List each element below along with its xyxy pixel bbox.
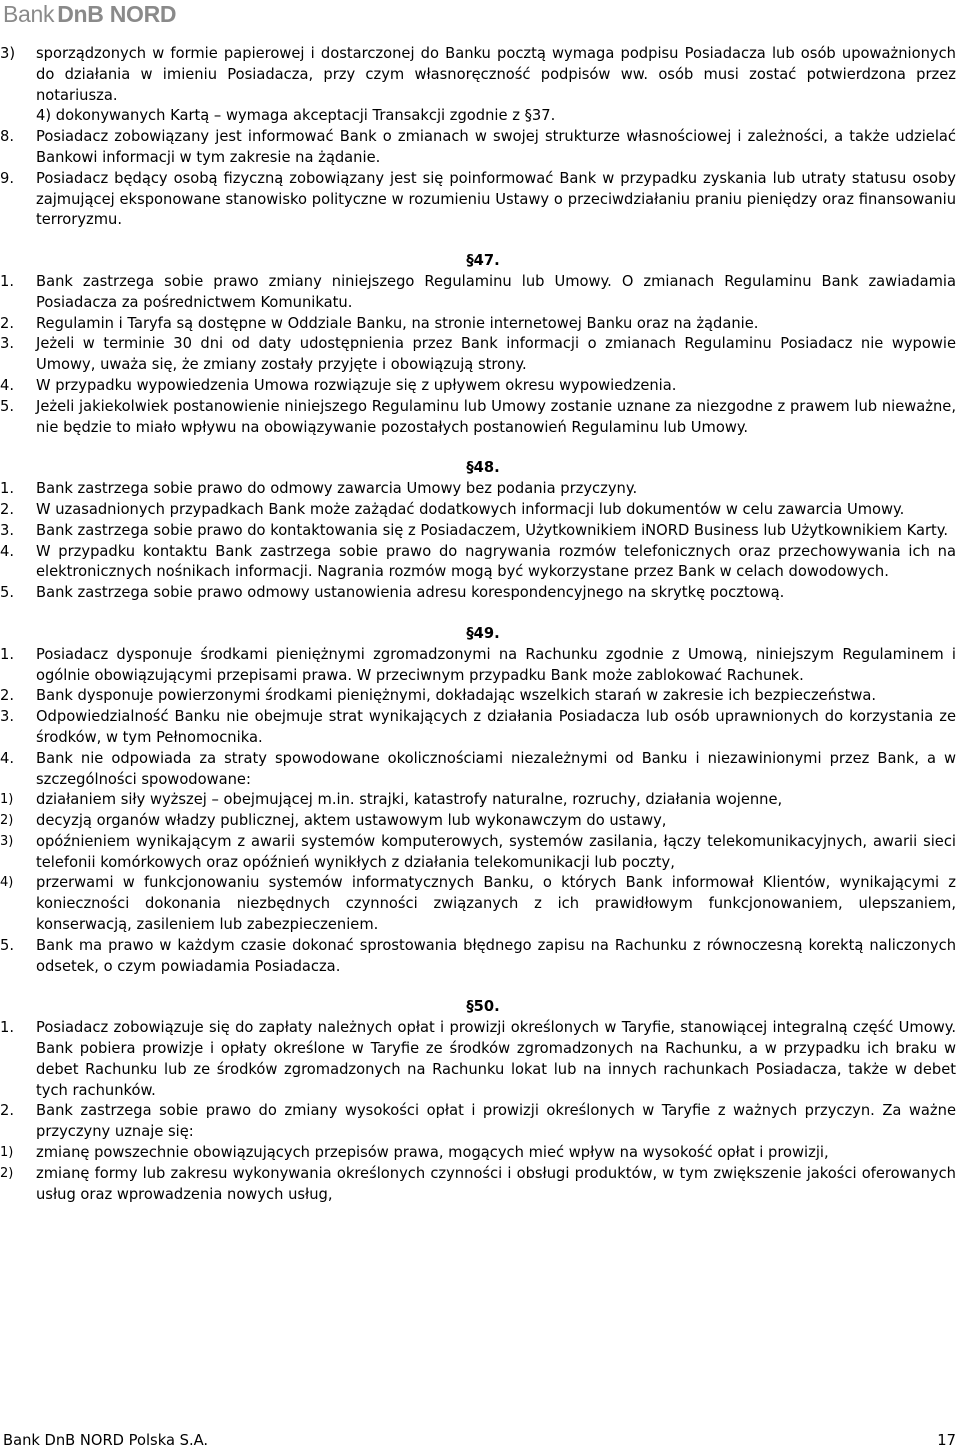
sub-list-item [0,873,956,935]
list-item [0,127,956,169]
list-item [0,936,956,978]
sub-item-number: 2) [0,813,14,829]
sub-item-number: 3) [0,833,14,849]
list-item [0,169,956,231]
sub-list-item [0,811,956,832]
item-text: Posiadacz zobowiązuje się do zapłaty należnych opłat i prowizji określonych w Taryfie, stanowiącej integralną część Umowy. Bank pobiera prowizje i opłaty określone w Taryfie ze środków zgromadzonych na Rachunku, a w przypadku ich braku w debet Rachunku lub ze środków zgromadzonych na Rachunku lokat lub na innych rachunkach Posiadacza, także w debet tych rachunków. [36,1019,956,1099]
item-number: 1. [0,480,15,498]
item-number: 3. [0,335,15,353]
sub-item-text: zmianę formy lub zakresu wykonywania określonych czynności i obsługi produktów, w tym zwiększenie jakości oferowanych usług oraz wprowadzenia nowych usług, [36,1164,956,1203]
item-text: Bank zastrzega sobie prawo zmiany niniejszego Regulaminu lub Umowy. O zmianach Regulaminu Bank zawiadamia Posiadacza za pośrednictwem Komunikatu. [36,272,956,311]
list-item [0,686,956,707]
list-item [0,707,956,749]
list-item [0,542,956,584]
section-heading: §50. [466,998,500,1016]
document-body [0,44,956,1205]
sub-list-item [0,1143,956,1164]
list-item [0,1101,956,1143]
list-item: 4) dokonywanych Kartą – wymaga akceptacji Transakcji zgodnie z §37. [36,107,556,125]
list-item [0,314,956,335]
item-text: Bank zastrzega sobie prawo do zmiany wysokości opłat i prowizji określonych w Taryfie z ważnych przyczyn. Za ważne przyczyny uznaje się: [36,1102,956,1141]
item-text: Odpowiedzialność Banku nie obejmuje strat wynikających z działania Posiadacza lub osób uprawnionych do korzystania ze środków, w tym Pełnomocnika. [36,708,956,746]
sub-list-item [0,790,956,811]
sub-item-text: zmianę powszechnie obowiązujących przepisów prawa, mogących mieć wpływ na wysokość opłat i prowizji, [36,1144,829,1162]
item-number: 8. [0,128,15,146]
sub-item-text: decyzją organów władzy publicznej, aktem ustawowym lub wykonawczym do ustawy, [36,812,667,830]
item-number: 2. [0,500,15,518]
sub-item-text: opóźnieniem wynikającym z awarii systemów komputerowych, systemów zasilania, łączy telekomunikacyjnych, awarii sieci telefonii komórkowych oraz opóźnień wynikłych z działania telekomunikacji lub poczty, [36,832,956,871]
item-number: 3) [0,45,16,62]
item-number: 9. [0,169,15,187]
list-item [0,583,956,604]
item-number: 3. [0,521,15,539]
item-text: Bank ma prawo w każdym czasie dokonać sprostowania błędnego zapisu na Rachunku z równoczesną korektą naliczonych odsetek, o czym powiadamia Posiadacza. [36,936,956,975]
item-number: 2. [0,687,15,705]
list-item [0,645,956,687]
item-text: W przypadku wypowiedzenia Umowa rozwiązuje się z upływem okresu wypowiedzenia. [36,376,677,394]
logo-word-bank: Bank [3,1,55,27]
item-text: W uzasadnionych przypadkach Bank może zażądać dodatkowych informacji lub dokumentów w celu zawarcia Umowy. [36,500,905,518]
sub-list-item [0,832,956,874]
item-text: Posiadacz będący osobą fizyczną zobowiązany jest się poinformować Bank w przypadku zyskania lub utraty statusu osoby zajmującej eksponowane stanowisko polityczne w rozumieniu Ustawy o przeciwdziałaniu praniu pieniędzy oraz finansowaniu terroryzmu. [36,169,956,229]
item-number: 1. [0,272,15,290]
item-text: W przypadku kontaktu Bank zastrzega sobie prawo do nagrywania rozmów telefonicznych oraz przechowywania ich na elektronicznych nośnikach informacji. Nagrania rozmów mogą być wykorzystane przez Bank w celach dowodowych. [36,542,956,581]
list-item [0,521,956,542]
item-number: 4. [0,542,15,560]
logo-word-dnb-nord: DnB NORD [57,1,177,27]
item-text: Bank zastrzega sobie prawo odmowy ustanowienia adresu korespondencyjnego na skrytkę pocztową. [36,584,785,602]
item-text: Bank zastrzega sobie prawo do odmowy zawarcia Umowy bez podania przyczyny. [36,480,638,498]
section-heading: §47. [466,252,500,270]
item-text: Bank dysponuje powierzonymi środkami pieniężnymi, dokładając wszelkich starań w zakresie ich bezpieczeństwa. [36,687,877,705]
list-item [0,334,956,376]
list-item [0,479,956,500]
item-text: Bank nie odpowiada za straty spowodowane okolicznościami niezależnymi od Banku i niezawinionymi przez Bank, a w szczególności spowodowane: [36,749,956,788]
sub-item-number: 2) [0,1165,14,1181]
list-item [0,397,956,439]
item-text: Bank zastrzega sobie prawo do kontaktowania się z Posiadaczem, Użytkownikiem iNORD Business lub Użytkownikiem Karty. [36,521,949,539]
list-item [0,1018,956,1101]
item-text: Posiadacz dysponuje środkami pieniężnymi zgromadzonymi na Rachunku zgodnie z Umową, niniejszym Regulaminem i ogólnie obowiązującymi przepisami prawa. W przeciwnym przypadku Bank może zablokować Rachunek. [36,645,956,684]
section-heading: §48. [466,459,500,477]
section-heading: §49. [466,624,500,642]
bank-logo [3,2,176,26]
list-item [0,376,956,397]
item-number: 3. [0,708,15,726]
item-number: 5. [0,584,15,602]
list-item [0,272,956,314]
sub-item-text: działaniem siły wyższej – obejmującej m.in. strajki, katastrofy naturalne, rozruchy, działania wojenne, [36,791,783,809]
item-text: Posiadacz zobowiązany jest informować Bank o zmianach w swojej strukturze własnościowej i zależności, a także udzielać Bankowi informacji w tym zakresie na żądanie. [36,128,956,166]
item-number: 1. [0,645,15,663]
list-item [0,500,956,521]
item-number: 5. [0,397,15,415]
item-number: 5. [0,936,15,954]
item-number: 4. [0,749,15,767]
item-text: Jeżeli jakiekolwiek postanowienie niniejszego Regulaminu lub Umowy zostanie uznane za niezgodne z prawem lub nieważne, nie będzie to miało wpływu na obowiązywanie pozostałych postanowień Regulaminu lub Umowy. [36,397,956,436]
list-item [0,749,956,791]
item-number: 2. [0,314,15,332]
footer-bank-name: Bank DnB NORD Polska S.A. [3,1432,209,1449]
item-number: 1. [0,1019,15,1037]
sub-item-number: 1) [0,792,14,808]
list-item [0,44,956,106]
page-number: 17 [937,1432,956,1449]
item-text: Jeżeli w terminie 30 dni od daty udostępnienia przez Bank informacji o zmianach Regulaminu Posiadacz nie wypowie Umowy, uważa się, że zmiany zostały przyjęte i obowiązują strony. [36,335,956,374]
sub-item-text: przerwami w funkcjonowaniu systemów informatycznych Banku, o których Bank informował Klientów, wynikającymi z konieczności dokonania niezbędnych czynności związanych z ich prawidłowym funkcjonowaniem, ulepszaniem, konserwacją, zasileniem lub zabezpieczeniem. [36,874,956,934]
item-number: 2. [0,1102,15,1120]
item-text: sporządzonych w formie papierowej i dostarczonej do Banku pocztą wymaga podpisu Posiadacza lub osób upoważnionych do działania w imieniu Posiadacza, przy czym własnoręczność podpisów ww. osób musi zostać potwierdzona przez notariusza. [36,45,956,104]
sections-container [0,251,956,1205]
sub-item-number: 1) [0,1145,14,1161]
item-number: 4. [0,376,15,394]
sub-list-item [0,1164,956,1206]
sub-item-number: 4) [0,875,14,891]
item-text: Regulamin i Taryfa są dostępne w Oddziale Banku, na stronie internetowej Banku oraz na żądanie. [36,314,759,332]
